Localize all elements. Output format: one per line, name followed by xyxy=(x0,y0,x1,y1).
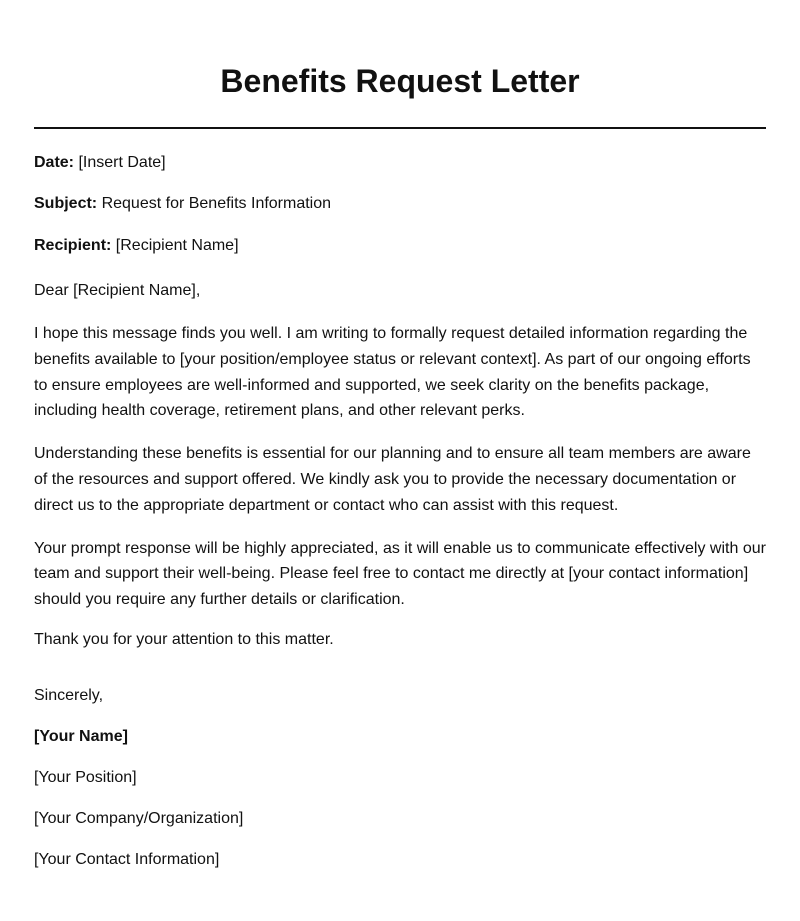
date-value: [Insert Date] xyxy=(78,154,166,171)
date-label: Date: xyxy=(34,154,75,171)
body-paragraph-1: I hope this message finds you well. I am writing to formally request detailed information regarding the benefits available to [your position/employee status or relevant context]. As part of our ongoing efforts to ensure employees are well-informed and supported, we seek clarity on the benefits package, including health coverage, retirement plans, and other relevant perks. xyxy=(34,325,751,420)
recipient-line xyxy=(34,234,766,258)
body-paragraph-3: Your prompt response will be highly appreciated, as it will enable us to communicate effectively with our team and support their well-being. Please feel free to contact me directly at [your contact information] should you require any further details or clarification. xyxy=(34,539,766,609)
subject-line xyxy=(34,192,766,216)
recipient-label: Recipient: xyxy=(34,237,112,254)
recipient-value: [Recipient Name] xyxy=(115,237,239,254)
date-line xyxy=(34,151,766,175)
title-divider xyxy=(34,127,766,129)
page-title: Benefits Request Letter xyxy=(220,63,580,99)
closing-line: Sincerely, xyxy=(34,686,104,704)
signature-company: [Your Company/Organization] xyxy=(34,809,244,827)
greeting: Dear [Recipient Name], xyxy=(34,282,201,299)
signature-name: [Your Name] xyxy=(34,727,128,745)
signature-position: [Your Position] xyxy=(34,768,137,786)
body-paragraph-2: Understanding these benefits is essential for our planning and to ensure all team members are aware of the resources and support offered. We kindly ask you to provide the necessary documentation or direct us to the appropriate department or contact who can assist with this request. xyxy=(34,445,751,514)
subject-value: Request for Benefits Information xyxy=(101,195,332,212)
subject-label: Subject: xyxy=(34,195,98,212)
thank-you-line: Thank you for your attention to this matter. xyxy=(34,630,334,648)
signature-contact: [Your Contact Information] xyxy=(34,850,220,868)
